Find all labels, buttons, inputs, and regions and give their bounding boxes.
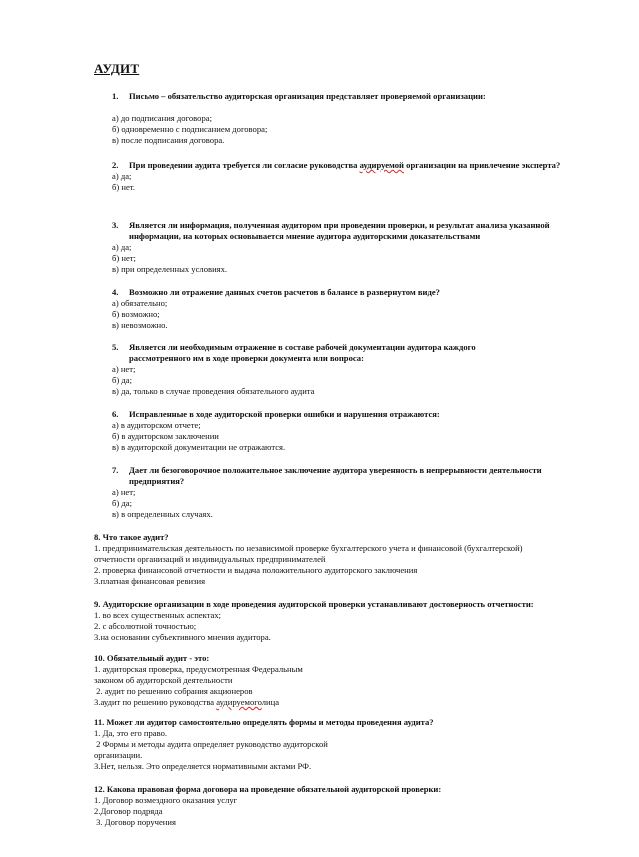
answer-option: а) да;: [112, 171, 132, 181]
question-number: 7.: [112, 465, 119, 475]
page-title: АУДИТ: [94, 61, 140, 76]
answer-option: организации.: [94, 750, 143, 760]
answer-option: 3.Нет, нельзя. Это определяется нормативными актами РФ.: [94, 761, 312, 771]
answer-option: 3. Договор поручения: [94, 817, 176, 827]
answer-option: а) обязательно;: [112, 298, 168, 308]
answer-option: б) одновременно с подписанием договора;: [112, 124, 268, 134]
answer-option: 1. во всех существенных аспектах;: [94, 610, 222, 620]
answer-option: [94, 697, 303, 708]
answer-option: а) в аудиторском отчете;: [112, 420, 201, 430]
question-number: 6.: [112, 409, 119, 419]
answer-option: 2. с абсолютной точностью;: [94, 621, 197, 631]
question-text-cont: организации на привлечение эксперта?: [404, 160, 561, 170]
answer-option: б) да;: [112, 498, 132, 508]
answer-option: в) в определенных случаях.: [112, 509, 213, 519]
spellcheck-word: аудируемой: [359, 160, 404, 170]
question-text: При проведении аудита требуется ли согласие руководства: [129, 160, 360, 170]
question-11: [94, 717, 434, 772]
question-10: [94, 653, 303, 708]
question-7: [112, 465, 552, 520]
question-text: Письмо – обязательство аудиторская организация представляет проверяемой организации:: [129, 91, 486, 101]
question-text: 12. Какова правовая форма договора на проведение обязательной аудиторской проверки:: [94, 784, 442, 794]
answer-option: а) да;: [112, 242, 132, 252]
spellcheck-word: аудируемого: [216, 697, 262, 707]
answer-option: б) нет;: [112, 253, 136, 263]
answer-option: в) в аудиторской документации не отражаются.: [112, 442, 286, 452]
question-number: 5.: [112, 342, 119, 352]
question-1: [112, 91, 582, 102]
answer-text-cont: лица: [261, 697, 280, 707]
question-number: 3.: [112, 220, 119, 230]
answer-option: а) до подписания договора;: [112, 113, 212, 123]
question-text: Дает ли безоговорочное положительное заключение аудитора уверенность в непрерывности деятельности предприятия?: [129, 465, 542, 486]
answer-option: законом об аудиторской деятельности: [94, 675, 233, 685]
answer-option: б) в аудиторском заключении: [112, 431, 219, 441]
answer-option: в) невозможно.: [112, 320, 168, 330]
question-12: [94, 784, 441, 828]
question-text: 11. Может ли аудитор самостоятельно определять формы и методы проведения аудита?: [94, 717, 434, 727]
answer-option: б) да;: [112, 375, 132, 385]
question-number: 4.: [112, 287, 119, 297]
answer-option: а) нет;: [112, 364, 136, 374]
answer-option: в) после подписания договора.: [112, 135, 225, 145]
answer-text: 3.аудит по решению руководства: [94, 697, 217, 707]
answer-option: 3.платная финансовая ревизия: [94, 576, 206, 586]
question-4: [112, 287, 587, 331]
answer-option: в) да, только в случае проведения обязательного аудита: [112, 386, 315, 396]
answer-option: отчетности организаций и индивидуальных предпринимателей: [94, 554, 326, 564]
question-text: Исправленные в ходе аудиторской проверки ошибки и нарушения отражаются:: [129, 409, 440, 419]
answer-option: 2. проверка финансовой отчетности и выдача положительного аудиторского заключения: [94, 565, 418, 575]
question-5: [112, 342, 532, 397]
answer-option: 1. Договор возмездного оказания услуг: [94, 795, 238, 805]
answer-option: 1. аудиторская проверка, предусмотренная Федеральным: [94, 664, 303, 674]
question-number: 2.: [112, 160, 119, 170]
question-text: Возможно ли отражение данных счетов расчетов в балансе в развернутом виде?: [129, 287, 440, 297]
answer-option: 1. Да, это его право.: [94, 728, 168, 738]
answer-option: а) нет;: [112, 487, 136, 497]
answer-option: в) при определенных условиях.: [112, 264, 228, 274]
question-text: 10. Обязательный аудит - это:: [94, 653, 210, 663]
question-2: [112, 160, 587, 193]
answer-option: 2. аудит по решению собрания акционеров: [94, 686, 253, 696]
question-9: [94, 599, 534, 643]
question-8: [94, 532, 523, 587]
answer-option: 2.Договор подряда: [94, 806, 163, 816]
question-text: Является ли информация, полученная аудитором при проведении проверки, и результат анализа указанной информации, на которых основывается мнение аудитора аудиторскими доказательствами: [129, 220, 550, 241]
question-3: [112, 220, 587, 275]
question-text: Является ли необходимым отражение в составе рабочей документации аудитора каждого рассмотренного им в ходе проверки документа или вопроса:: [129, 342, 476, 363]
question-number: 1.: [112, 91, 119, 101]
question-1-options: [112, 113, 267, 146]
answer-option: 1. предпринимательская деятельность по независимой проверке бухгалтерского учета и финансовой (бухгалтерской): [94, 543, 523, 553]
answer-option: 3.на основании субъективного мнения аудитора.: [94, 632, 271, 642]
answer-option: 2 Формы и методы аудита определяет руководство аудиторской: [94, 739, 328, 749]
answer-option: б) нет.: [112, 182, 136, 192]
question-6: [112, 409, 587, 453]
question-text: 8. Что такое аудит?: [94, 532, 169, 542]
question-text: 9. Аудиторские организации в ходе проведения аудиторской проверки устанавливают достоверность отчетности:: [94, 599, 534, 609]
answer-option: б) возможно;: [112, 309, 160, 319]
